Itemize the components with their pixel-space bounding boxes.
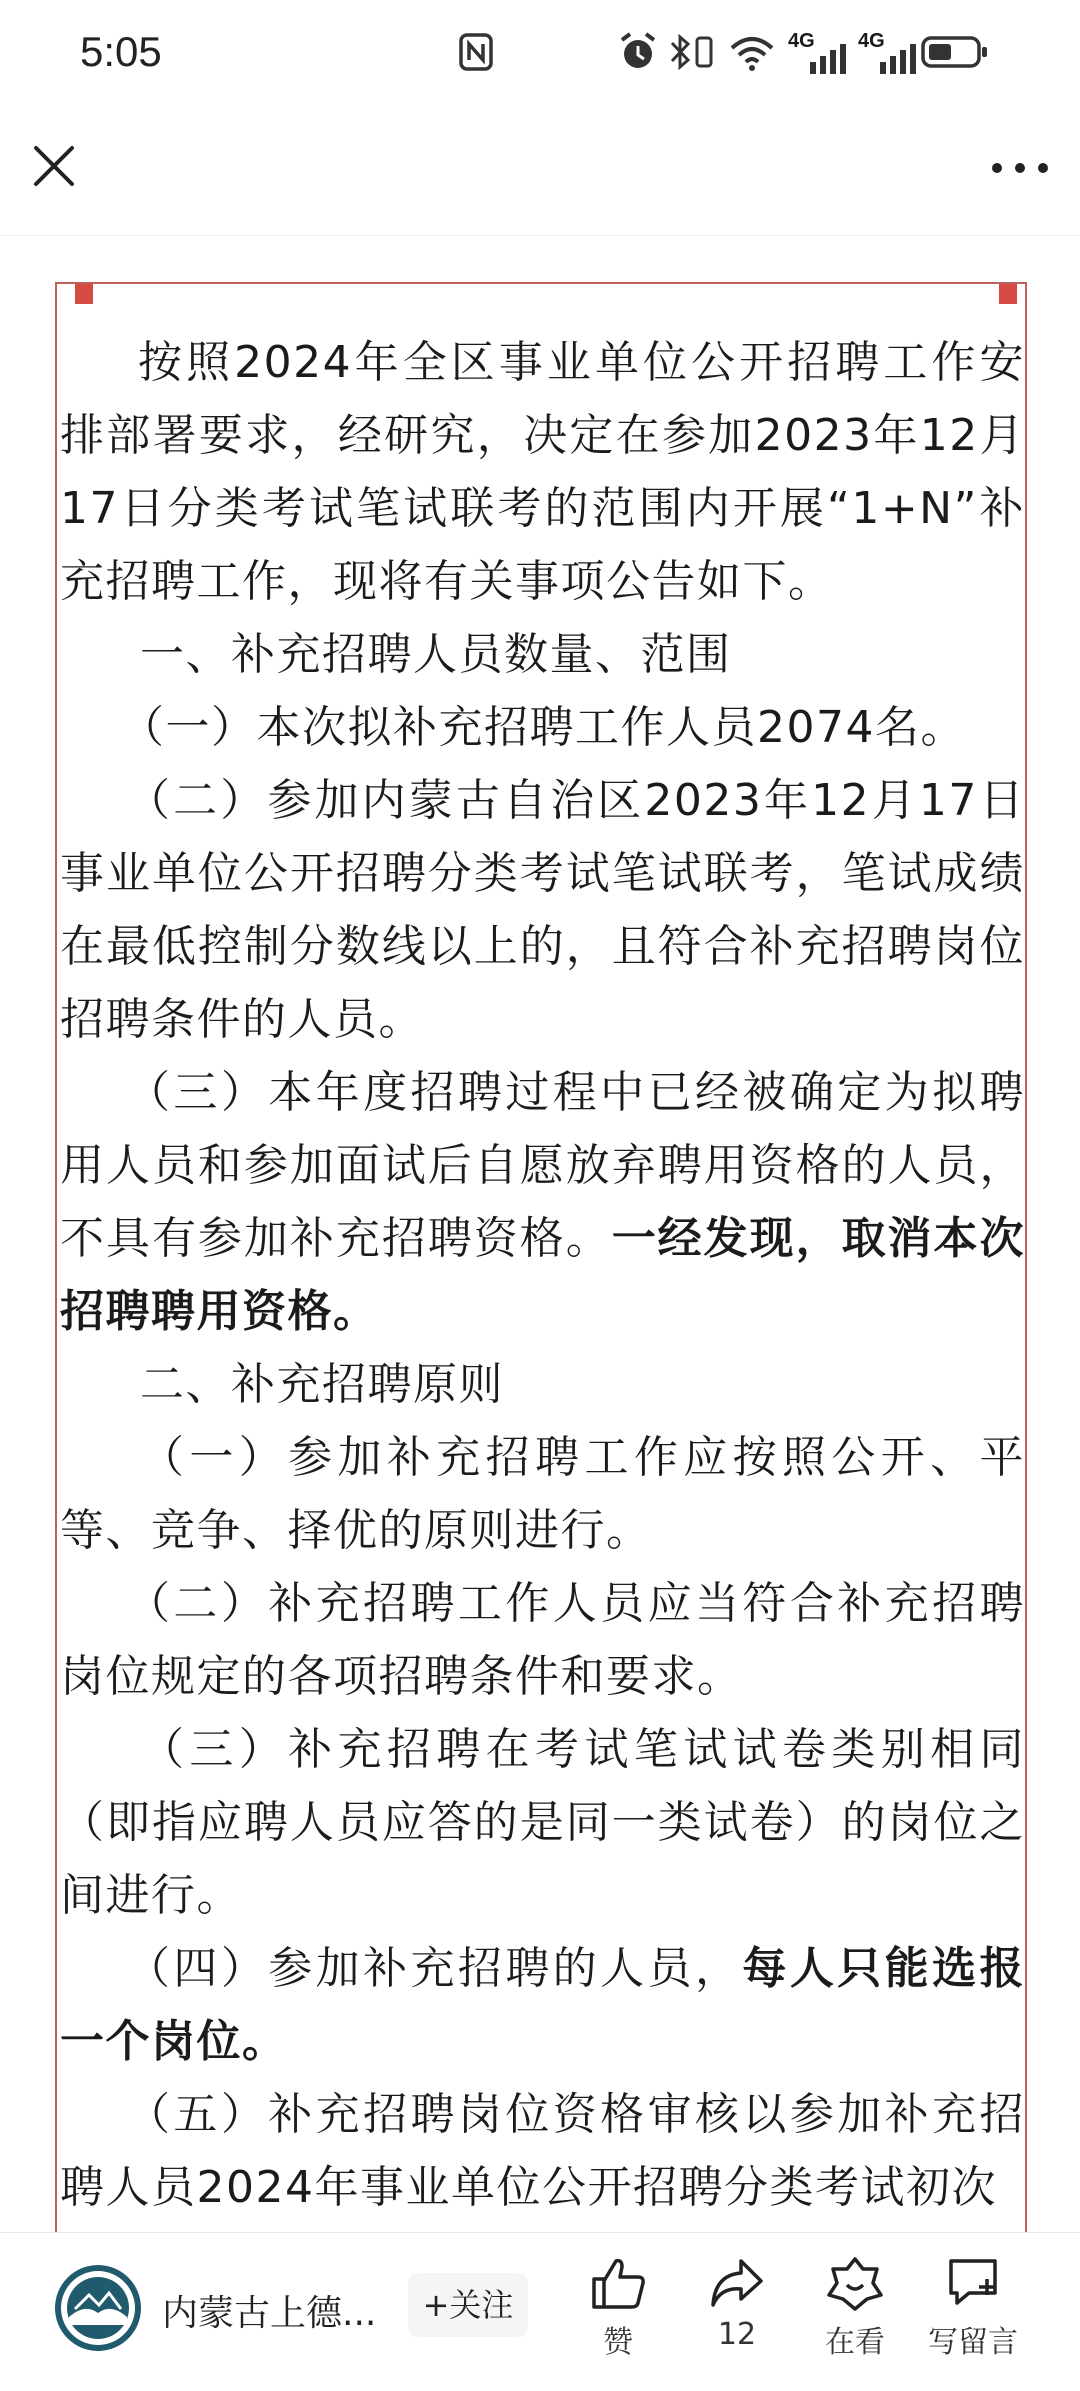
network-type-label: 4G	[788, 30, 815, 52]
article-paragraph	[60, 691, 1025, 764]
status-bar	[0, 0, 1080, 110]
nfc-icon	[458, 30, 494, 74]
article-paragraph	[60, 764, 1025, 1056]
bluetooth-icon	[668, 30, 694, 74]
paragraph-text: 一、补充招聘人员数量、范围	[140, 629, 732, 680]
more-dot	[1015, 163, 1025, 173]
article-paragraph	[60, 1567, 1025, 1713]
article-body	[60, 326, 1025, 2224]
comment-label: 写留言	[928, 2325, 1018, 2360]
article-paragraph	[60, 1421, 1025, 1567]
paragraph-text: （三）补充招聘在考试笔试试卷类别相同（即指应聘人员应答的是同一类试卷）的岗位之间进行。	[60, 1724, 1025, 1921]
article-paragraph	[60, 1056, 1025, 1348]
section-heading	[60, 618, 1025, 691]
top-nav-bar	[0, 110, 1080, 236]
like-button[interactable]	[563, 2255, 673, 2375]
comment-button[interactable]	[918, 2255, 1028, 2375]
watching-button[interactable]	[800, 2255, 910, 2375]
signal-4g-icon	[788, 30, 854, 74]
emphasis-text: 一经发现，取消本次招聘聘用资格。	[60, 1213, 1026, 1337]
section-heading	[60, 1348, 1025, 1421]
article-paragraph	[60, 326, 1025, 618]
paragraph-text: （五）补充招聘岗位资格审核以参加补充招聘人员2024年事业单位公开招聘分类考试初次	[60, 2089, 1025, 2213]
paragraph-text: 按照2024年全区事业单位公开招聘工作安排部署要求，经研究，决定在参加2023年12月17日分类考试笔试联考的范围内开展“1+N”补充招聘工作，现将有关事项公告如下。	[60, 337, 1025, 607]
share-button[interactable]	[682, 2255, 792, 2375]
more-icon[interactable]	[992, 160, 1048, 176]
like-label: 赞	[603, 2325, 633, 2360]
follow-button[interactable]: +关注	[408, 2273, 528, 2337]
more-dot	[1038, 163, 1048, 173]
network-type-label: 4G	[858, 30, 885, 52]
more-dot	[992, 163, 1002, 173]
signal-4g-icon	[858, 30, 924, 74]
article-paragraph	[60, 1713, 1025, 1932]
paragraph-text: （一）参加补充招聘工作应按照公开、平等、竞争、择优的原则进行。	[60, 1432, 1025, 1556]
account-logo-icon	[55, 2265, 141, 2351]
paragraph-text: （四）参加补充招聘的人员，	[126, 1943, 743, 1994]
frame-corner-marker	[999, 284, 1017, 304]
watching-icon	[825, 2255, 885, 2311]
alarm-icon	[618, 30, 658, 74]
paragraph-text: 二、补充招聘原则	[140, 1359, 504, 1410]
share-icon	[707, 2255, 767, 2311]
close-icon[interactable]	[28, 140, 80, 192]
frame-corner-marker	[75, 284, 93, 304]
bottom-action-bar	[0, 2232, 1080, 2391]
paragraph-text: （三）本年度招聘过程中已经被确定为拟聘用人员和参加面试后自愿放弃聘用资格的人员，不具有参加补充招聘资格。	[60, 1067, 1025, 1264]
clock: 5:05	[80, 28, 162, 75]
account-avatar[interactable]	[55, 2265, 141, 2351]
article-frame	[55, 282, 1027, 2234]
account-name[interactable]: 内蒙古上德...	[162, 2293, 377, 2334]
paragraph-text: （二）参加内蒙古自治区2023年12月17日事业单位公开招聘分类考试笔试联考，笔试成绩在最低控制分数线以上的，且符合补充招聘岗位招聘条件的人员。	[60, 775, 1025, 1045]
article-paragraph	[60, 2078, 1025, 2224]
watching-label: 在看	[825, 2325, 885, 2360]
paragraph-text: （一）本次拟补充招聘工作人员2074名。	[120, 702, 966, 753]
comment-icon	[943, 2255, 1003, 2311]
share-count: 12	[717, 2317, 757, 2352]
thumbs-up-icon	[588, 2255, 648, 2311]
vibrate-icon	[692, 30, 716, 74]
paragraph-text: （二）补充招聘工作人员应当符合补充招聘岗位规定的各项招聘条件和要求。	[60, 1578, 1025, 1702]
battery-icon	[920, 30, 990, 74]
article-paragraph	[60, 1932, 1025, 2078]
emphasis-text: 每人只能选报一个岗位。	[60, 1943, 1026, 2067]
wifi-icon	[728, 30, 776, 74]
